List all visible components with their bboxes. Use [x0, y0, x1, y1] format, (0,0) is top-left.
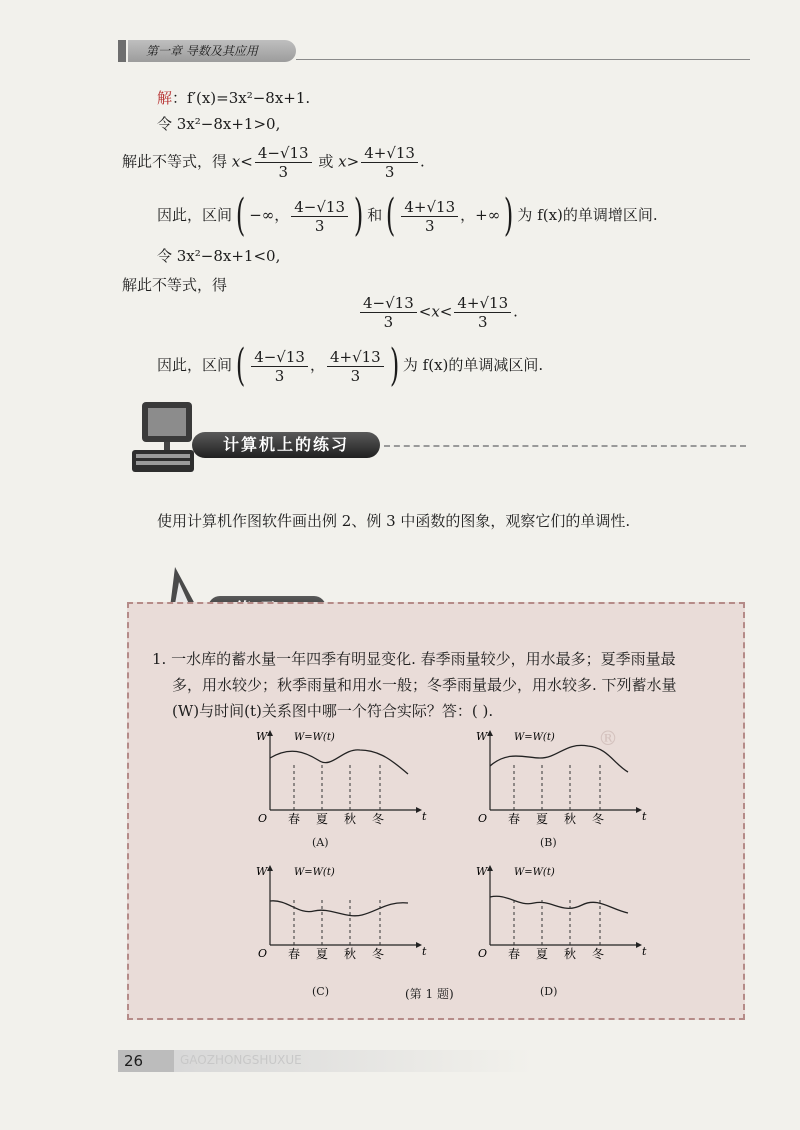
comma: ， — [309, 356, 325, 374]
fraction-b — [327, 348, 384, 385]
graph-origin — [256, 865, 427, 961]
or-word: 或 — [318, 152, 334, 171]
frac-num: 4+√13 — [361, 144, 418, 163]
frac-num: 4+√13 — [454, 294, 511, 313]
fraction-b — [454, 294, 511, 331]
season-label: 秋 — [344, 812, 357, 826]
lt-x-lt: <x< — [418, 302, 453, 321]
w-arrow — [487, 730, 493, 736]
inequality-1: 令 3x²−8x+1>0, — [157, 115, 281, 133]
x-greater: x> — [338, 152, 360, 171]
frac-num: 4+√13 — [401, 198, 458, 217]
fraction-b — [361, 144, 418, 181]
footer-series: GAOZHONGSHUXUE — [180, 1053, 302, 1067]
period: . — [513, 302, 518, 321]
origin-label: O — [478, 812, 488, 825]
w-arrow — [487, 865, 493, 871]
axis-w-label: W — [476, 730, 488, 743]
fraction-a — [360, 294, 417, 331]
frac-num: 4−√13 — [291, 198, 348, 217]
storage-curve — [490, 745, 628, 772]
wt-graph-d — [470, 860, 660, 960]
graph-title: W=W(t) — [514, 867, 555, 878]
inequality-2: 令 3x²−8x+1<0, — [157, 247, 281, 265]
season-label: 夏 — [536, 812, 549, 826]
wt-graph-a — [250, 725, 440, 825]
comma: ， — [460, 206, 476, 224]
frac-den: 3 — [383, 313, 394, 331]
frac-den: 3 — [314, 216, 325, 235]
frac-num: 4−√13 — [360, 294, 417, 313]
graph-origin — [476, 865, 647, 961]
season-label: 冬 — [372, 947, 385, 961]
computer-section-title: 计算机上的练习 — [192, 432, 380, 458]
paren-open: ( — [235, 340, 246, 391]
season-label: 春 — [508, 812, 521, 826]
inc-prefix: 因此，区间 — [157, 206, 233, 224]
graph-option-label: (B) — [540, 836, 557, 849]
paren-close: ) — [504, 190, 514, 241]
period: . — [419, 152, 425, 171]
season-label: 春 — [508, 947, 521, 961]
storage-curve — [490, 896, 628, 913]
fraction-a — [291, 198, 348, 235]
season-label: 秋 — [564, 947, 577, 961]
fraction-b — [401, 198, 458, 235]
paren-close: ) — [389, 340, 400, 391]
dec-suffix: 为 f(x)的单调减区间. — [402, 356, 544, 374]
season-label: 夏 — [316, 947, 329, 961]
solve-line-1 — [122, 144, 425, 181]
axis-t-label: t — [642, 945, 647, 958]
neg-inf: −∞， — [249, 206, 290, 224]
w-arrow — [267, 865, 273, 871]
season-label: 冬 — [592, 812, 605, 826]
decreasing-interval — [157, 340, 544, 391]
page-number: 26 — [118, 1050, 174, 1072]
season-label: 春 — [288, 812, 301, 826]
solve-prefix: 解此不等式，得 — [122, 152, 228, 171]
origin-label: O — [258, 812, 268, 825]
graph-origin — [256, 730, 427, 826]
axis-w-label: W — [256, 865, 268, 878]
question-1-line-3: (W)与时间(t)关系图中哪一个符合实际？答：( ). — [172, 702, 494, 720]
figure-caption: (第 1 题) — [405, 987, 454, 1001]
frac-den: 3 — [350, 366, 361, 385]
storage-curve — [270, 750, 408, 774]
frac-den: 3 — [384, 163, 395, 181]
header-chip — [118, 40, 126, 62]
frac-num: 4−√13 — [251, 348, 308, 367]
fraction-a — [251, 348, 308, 385]
origin-label: O — [478, 947, 488, 960]
season-label: 夏 — [316, 812, 329, 826]
wt-graph-c — [250, 860, 440, 960]
graph-title: W=W(t) — [294, 867, 335, 878]
pos-inf: +∞ — [475, 206, 501, 224]
derivative-text: ：f′(x)=3x²−8x+1. — [172, 89, 311, 107]
x-less: x< — [231, 152, 253, 171]
season-label: 秋 — [344, 947, 357, 961]
paren-open: ( — [386, 190, 396, 241]
paren-close: ) — [353, 190, 364, 241]
frac-den: 3 — [278, 163, 288, 181]
and-word: 和 — [367, 206, 383, 224]
season-label: 夏 — [536, 947, 549, 961]
graph-option-label: (D) — [540, 985, 558, 998]
increasing-intervals — [157, 190, 658, 241]
paren-open: ( — [235, 190, 246, 241]
question-1-line-1: 1. 一水库的蓄水量一年四季有明显变化. 春季雨量较少，用水最多；夏季雨量最 — [152, 650, 676, 668]
graph-title: W=W(t) — [514, 732, 555, 743]
frac-num: 4−√13 — [255, 144, 312, 163]
decreasing-range — [358, 294, 518, 331]
chapter-title: 第一章 导数及其应用 — [128, 40, 296, 62]
w-arrow — [267, 730, 273, 736]
header-rule — [296, 59, 750, 60]
frac-den: 3 — [477, 313, 488, 331]
graph-origin — [476, 730, 647, 826]
solve-line-2: 解此不等式，得 — [122, 276, 228, 294]
solution-derivative — [157, 88, 310, 108]
axis-t-label: t — [642, 810, 647, 823]
graph-title: W=W(t) — [294, 732, 335, 743]
axis-t-label: t — [422, 945, 427, 958]
season-label: 冬 — [592, 947, 605, 961]
axis-t-label: t — [422, 810, 427, 823]
inc-suffix: 为 f(x)的单调增区间. — [517, 206, 658, 224]
season-label: 秋 — [564, 812, 577, 826]
section-divider — [384, 445, 746, 447]
dec-prefix: 因此，区间 — [157, 356, 233, 374]
storage-curve — [270, 901, 408, 916]
axis-w-label: W — [256, 730, 268, 743]
frac-num: 4+√13 — [327, 348, 384, 367]
origin-label: O — [258, 947, 268, 960]
axis-w-label: W — [476, 865, 488, 878]
chapter-header — [118, 40, 750, 62]
graph-option-label: (A) — [312, 836, 329, 849]
question-1-line-2: 多，用水较少；秋季雨量和用水一般；冬季雨量最少，用水较多. 下列蓄水量 — [172, 676, 677, 694]
season-label: 冬 — [372, 812, 385, 826]
fraction-a — [255, 144, 312, 181]
wt-graph-b — [470, 725, 660, 825]
computer-instruction: 使用计算机作图软件画出例 2、例 3 中函数的图象，观察它们的单调性. — [157, 512, 631, 530]
frac-den: 3 — [274, 366, 285, 385]
solution-label: 解 — [157, 89, 173, 107]
frac-den: 3 — [425, 216, 435, 235]
registered-watermark: ® — [598, 726, 618, 750]
graph-option-label: (C) — [312, 985, 329, 998]
season-label: 春 — [288, 947, 301, 961]
